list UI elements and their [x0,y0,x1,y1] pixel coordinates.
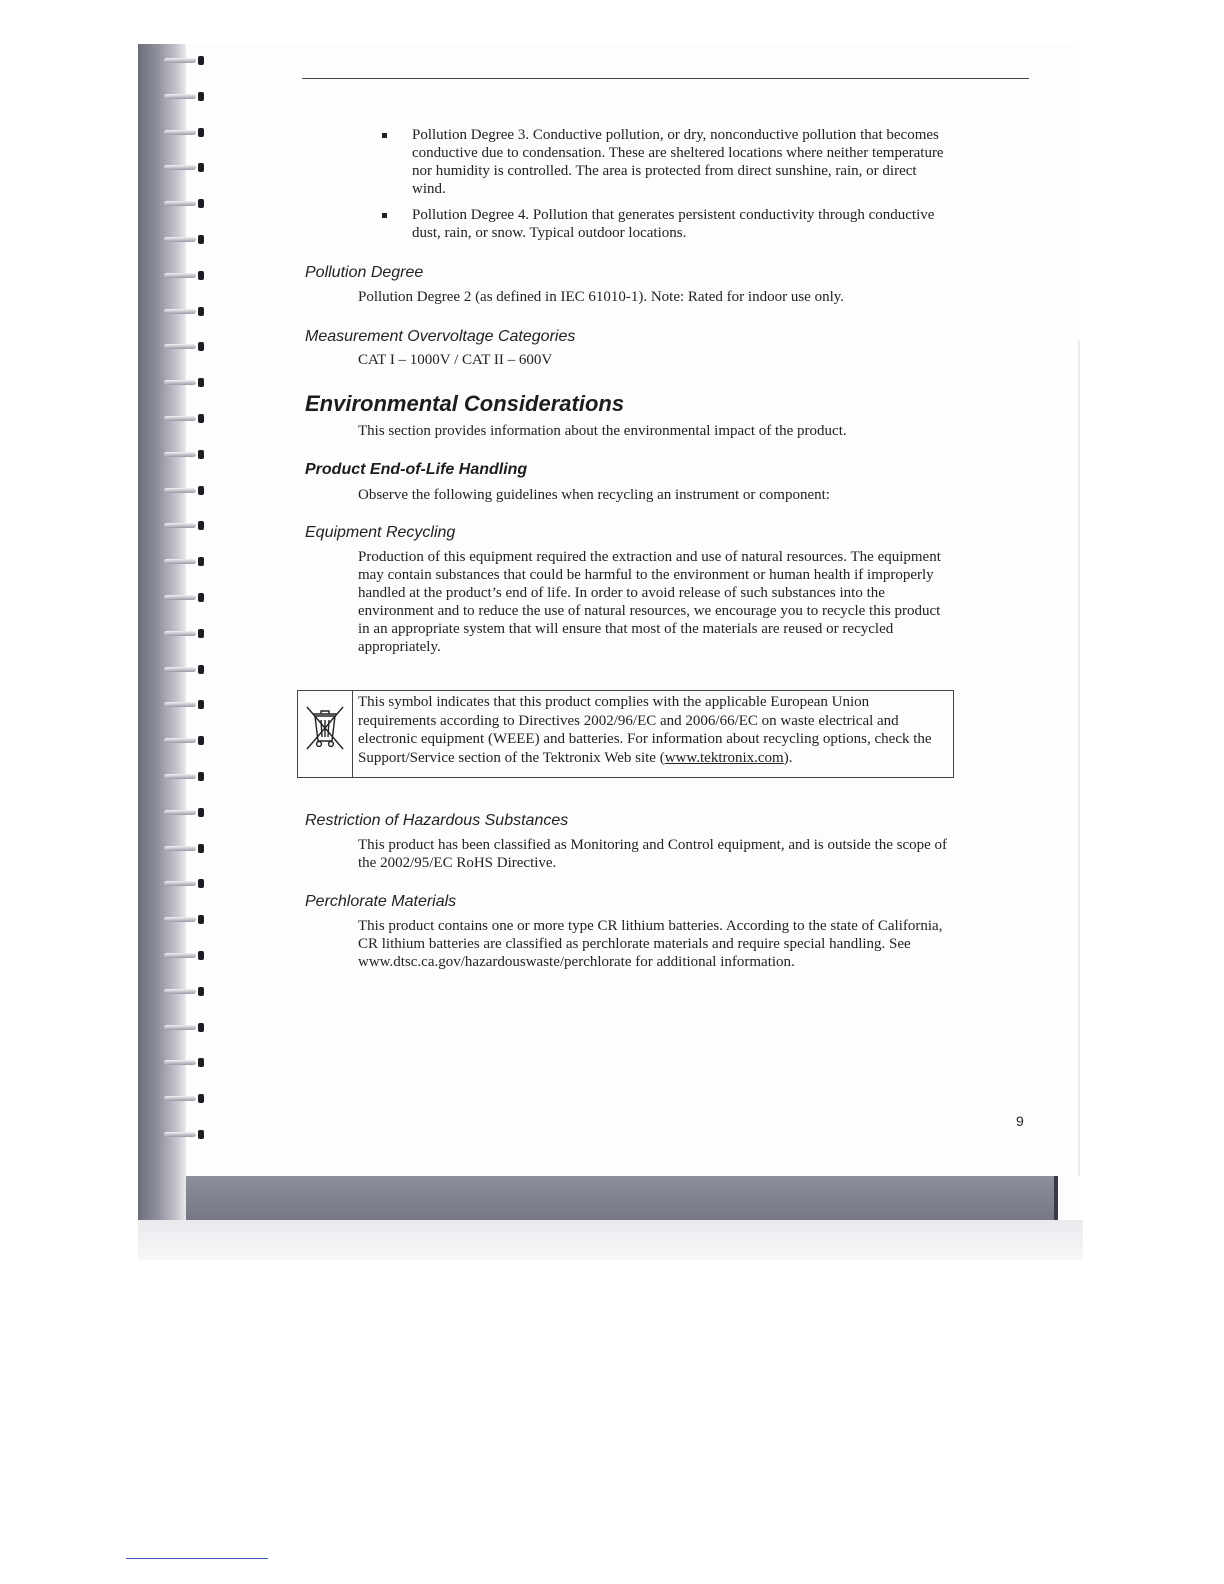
binding-coil [160,372,210,392]
binding-coil [160,730,210,750]
overvoltage-text: CAT I – 1000V / CAT II – 600V [358,352,553,368]
binding-coil [160,515,210,535]
binding-coil [160,336,210,356]
coil-wire [164,1025,196,1030]
recycling-heading: Equipment Recycling [305,524,456,541]
coil-wire [164,1096,196,1101]
weee-notice-box [297,690,954,778]
perchlorate-heading: Perchlorate Materials [305,893,457,910]
coil-wire [164,1060,196,1065]
punch-hole [198,665,204,674]
overvoltage-heading: Measurement Overvoltage Categories [305,328,576,345]
scan-shadow [138,1220,1083,1260]
punch-hole [198,1094,204,1103]
punch-hole [198,1130,204,1139]
punch-hole [198,844,204,853]
coil-wire [164,344,196,349]
coil-wire [164,989,196,994]
bullet-icon [382,133,387,138]
coil-wire [164,488,196,493]
coil-wire [164,452,196,457]
binding-coil [160,408,210,428]
punch-hole [198,808,204,817]
binding-coil [160,1088,210,1108]
tektronix-website-link[interactable]: www.tektronix.com [664,749,784,766]
coil-wire [164,595,196,600]
binding-coil [160,1017,210,1037]
binding-coil [160,1052,210,1072]
page-bottom-shadow [186,1176,1058,1220]
footnote-rule [126,1558,268,1559]
binding-coil [160,301,210,321]
coil-wire [164,846,196,851]
coil-wire [164,130,196,135]
coil-wire [164,309,196,314]
header-rule [302,78,1029,79]
binding-coil [160,551,210,571]
perchlorate-text: This product contains one or more type CR lithium batteries. According to the state of California, CR lithium batteries are classified as perchlorate materials and require special handling. See www.dtsc.ca.gov/hazardouswaste/perchlorate for additional information. [358,918,943,970]
coil-wire [164,273,196,278]
punch-hole [198,378,204,387]
punch-hole [198,1023,204,1032]
binding-coil [160,193,210,213]
binding-coil [160,623,210,643]
punch-hole [198,772,204,781]
punch-hole [198,235,204,244]
punch-hole [198,486,204,495]
coil-wire [164,738,196,743]
weee-icon-cell [298,691,353,777]
coil-wire [164,523,196,528]
punch-hole [198,629,204,638]
punch-hole [198,307,204,316]
binding-coil [160,945,210,965]
punch-hole [198,92,204,101]
binding-coil [160,587,210,607]
environmental-text: This section provides information about the environmental impact of the product. [358,423,847,439]
binding-coil [160,50,210,70]
bullet-icon [382,213,387,218]
punch-hole [198,450,204,459]
binding-coil [160,909,210,929]
punch-hole [198,521,204,530]
pollution-degree-heading: Pollution Degree [305,264,424,281]
coil-wire [164,237,196,242]
end-of-life-heading: Product End-of-Life Handling [305,461,528,478]
weee-text-start: This symbol indicates that this product complies with the applicable European Union requirements according to Directives 2002/96/EC and 2006/66/EC on waste electrical and electronic equipment (WEEE) and batteries. For information about recycling options, check the Support/Service section of the Tektronix Web site ( [358,694,932,766]
punch-hole [198,951,204,960]
punch-hole [198,163,204,172]
binding-coil [160,86,210,106]
binding-coil [160,1124,210,1144]
binding-coil [160,766,210,786]
pollution-degree-text: Pollution Degree 2 (as defined in IEC 61010-1). Note: Rated for indoor use only. [358,289,845,305]
punch-hole [198,199,204,208]
binding-coil [160,694,210,714]
rohs-text: This product has been classified as Monitoring and Control equipment, and is outside the scope of the 2002/95/EC RoHS Directive. [358,837,948,871]
coil-wire [164,774,196,779]
bullet-text: Pollution Degree 3. Conductive pollution, or dry, nonconductive pollution that becomes conductive due to condensation. These are sheltered locations where neither temperature nor humidity is controlled. The area is protected from direct sunshine, rain, or direct wind. [412,127,944,197]
binding-coil [160,802,210,822]
environmental-heading: Environmental Considerations [305,391,625,416]
binding-coil [160,981,210,1001]
punch-hole [198,1058,204,1067]
coil-wire [164,165,196,170]
punch-hole [198,879,204,888]
coil-wire [164,416,196,421]
page-corner-edge [1054,1176,1058,1220]
punch-hole [198,342,204,351]
coil-wire [164,953,196,958]
binding-coil [160,480,210,500]
binding-coil [160,444,210,464]
coil-wire [164,559,196,564]
weee-notice-text [358,693,948,767]
coil-wire [164,94,196,99]
crossed-out-wheelie-bin-icon [304,703,346,751]
punch-hole [198,271,204,280]
weee-text-end: ). [783,749,793,766]
coil-wire [164,1132,196,1137]
coil-wire [164,810,196,815]
punch-hole [198,56,204,65]
punch-hole [198,128,204,137]
coil-wire [164,881,196,886]
punch-hole [198,987,204,996]
coil-wire [164,702,196,707]
recycling-text: Production of this equipment required the extraction and use of natural resources. The equipment may contain substances that could be harmful to the environment or human health if improperly handled at the product’s end of life. In order to avoid release of such substances into the environment and to reduce the use of natural resources, we encourage you to recycle this product in an appropriate system that will ensure that most of the materials are reused or recycled appropriately. [358,549,941,655]
coil-wire [164,917,196,922]
punch-hole [198,557,204,566]
punch-hole [198,700,204,709]
end-of-life-text: Observe the following guidelines when recycling an instrument or component: [358,487,830,503]
list-item [382,206,952,242]
spiral-binding [160,50,210,1160]
punch-hole [198,736,204,745]
pollution-degree-bullet-list [382,126,952,250]
binding-coil [160,265,210,285]
coil-wire [164,58,196,63]
binding-coil [160,157,210,177]
punch-hole [198,915,204,924]
page-number: 9 [1016,1113,1024,1129]
binding-coil [160,873,210,893]
coil-wire [164,201,196,206]
bullet-text: Pollution Degree 4. Pollution that generates persistent conductivity through conductive dust, rain, or snow. Typical outdoor locations. [412,207,935,241]
punch-hole [198,593,204,602]
coil-wire [164,667,196,672]
rohs-heading: Restriction of Hazardous Substances [305,812,569,829]
binding-coil [160,122,210,142]
binding-coil [160,838,210,858]
binding-coil [160,659,210,679]
list-item [382,126,952,198]
binding-coil [160,229,210,249]
punch-hole [198,414,204,423]
coil-wire [164,631,196,636]
coil-wire [164,380,196,385]
page-right-edge [1078,340,1080,1176]
